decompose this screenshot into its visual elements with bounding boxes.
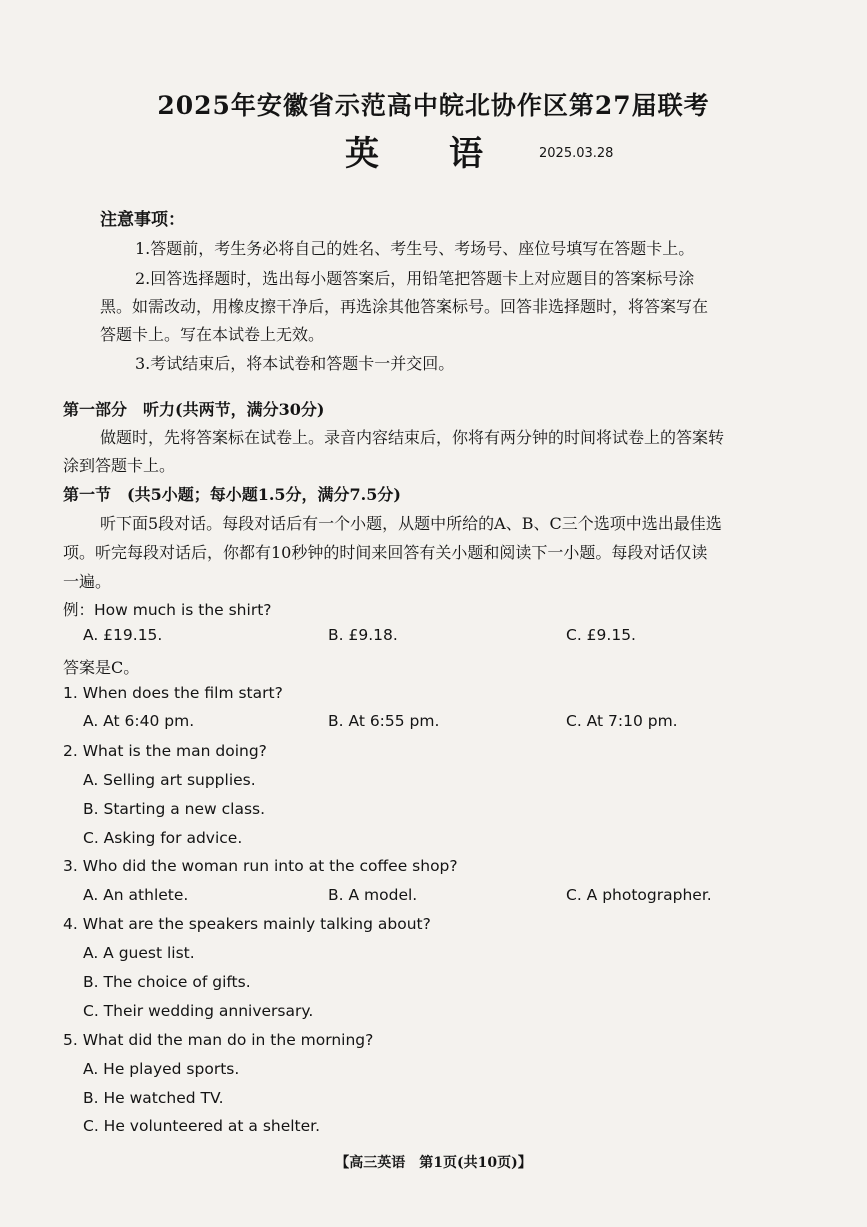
part1-intro-1: 做题时，先将答案标在试卷上。录音内容结束后，你将有两分钟的时间将试卷上的答案转 <box>100 428 725 447</box>
q4-option-a: A. A guest list. <box>83 944 195 962</box>
exam-date: 2025.03.28 <box>539 146 614 161</box>
q5-option-c: C. He volunteered at a shelter. <box>83 1117 321 1135</box>
part1-heading: 第一部分 听力(共两节，满分30分) <box>63 400 325 419</box>
q1-option-a: A. At 6:40 pm. <box>83 712 195 730</box>
exam-title: 2025年安徽省示范高中皖北协作区第27届联考 <box>157 91 710 120</box>
q4-option-c: C. Their wedding anniversary. <box>83 1002 314 1020</box>
q3-option-c: C. A photographer. <box>566 886 712 904</box>
part1-intro-2: 涂到答题卡上。 <box>63 456 176 475</box>
notice-line-2: 2.回答选择题时，选出每小题答案后，用铅笔把答题卡上对应题目的答案标号涂 <box>135 269 695 288</box>
notice-line-1: 1.答题前，考生务必将自己的姓名、考生号、考场号、座位号填写在答题卡上。 <box>135 239 695 258</box>
q2-option-a: A. Selling art supplies. <box>83 771 256 789</box>
notice-line-4: 答题卡上。写在本试卷上无效。 <box>100 325 325 344</box>
section1-intro-3: 一遍。 <box>63 572 112 591</box>
notice-line-5: 3.考试结束后，将本试卷和答题卡一并交回。 <box>135 354 455 373</box>
q1-option-b: B. At 6:55 pm. <box>328 712 440 730</box>
question-4: 4. What are the speakers mainly talking about? <box>63 915 431 933</box>
q2-option-b: B. Starting a new class. <box>83 800 266 818</box>
question-1: 1. When does the film start? <box>63 684 283 702</box>
q1-option-c: C. At 7:10 pm. <box>566 712 678 730</box>
notice-line-3: 黑。如需改动，用橡皮擦干净后，再选涂其他答案标号。回答非选择题时，将答案写在 <box>100 297 709 316</box>
page-footer: 【高三英语 第1页(共10页)】 <box>335 1155 532 1171</box>
example-option-c: C. £9.15. <box>566 626 636 644</box>
q2-option-c: C. Asking for advice. <box>83 829 243 847</box>
notice-title: 注意事项： <box>100 210 185 230</box>
question-5: 5. What did the man do in the morning? <box>63 1031 374 1049</box>
q3-option-a: A. An athlete. <box>83 886 189 904</box>
example-question: 例：How much is the shirt? <box>63 601 272 619</box>
question-2: 2. What is the man doing? <box>63 742 267 760</box>
section1-intro-2: 项。听完每段对话后，你都有10秒钟的时间来回答有关小题和阅读下一小题。每段对话仅读 <box>63 543 708 562</box>
section1-heading: 第一节 (共5小题；每小题1.5分，满分7.5分) <box>63 485 401 504</box>
example-option-a: A. £19.15. <box>83 626 163 644</box>
q3-option-b: B. A model. <box>328 886 418 904</box>
example-option-b: B. £9.18. <box>328 626 398 644</box>
q5-option-b: B. He watched TV. <box>83 1089 224 1107</box>
q5-option-a: A. He played sports. <box>83 1060 240 1078</box>
example-answer: 答案是C。 <box>63 658 140 677</box>
subject-title: 英语 <box>345 134 553 174</box>
question-3: 3. Who did the woman run into at the coffee shop? <box>63 857 458 875</box>
section1-intro-1: 听下面5段对话。每段对话后有一个小题，从题中所给的A、B、C三个选项中选出最佳选 <box>100 514 722 533</box>
q4-option-b: B. The choice of gifts. <box>83 973 251 991</box>
